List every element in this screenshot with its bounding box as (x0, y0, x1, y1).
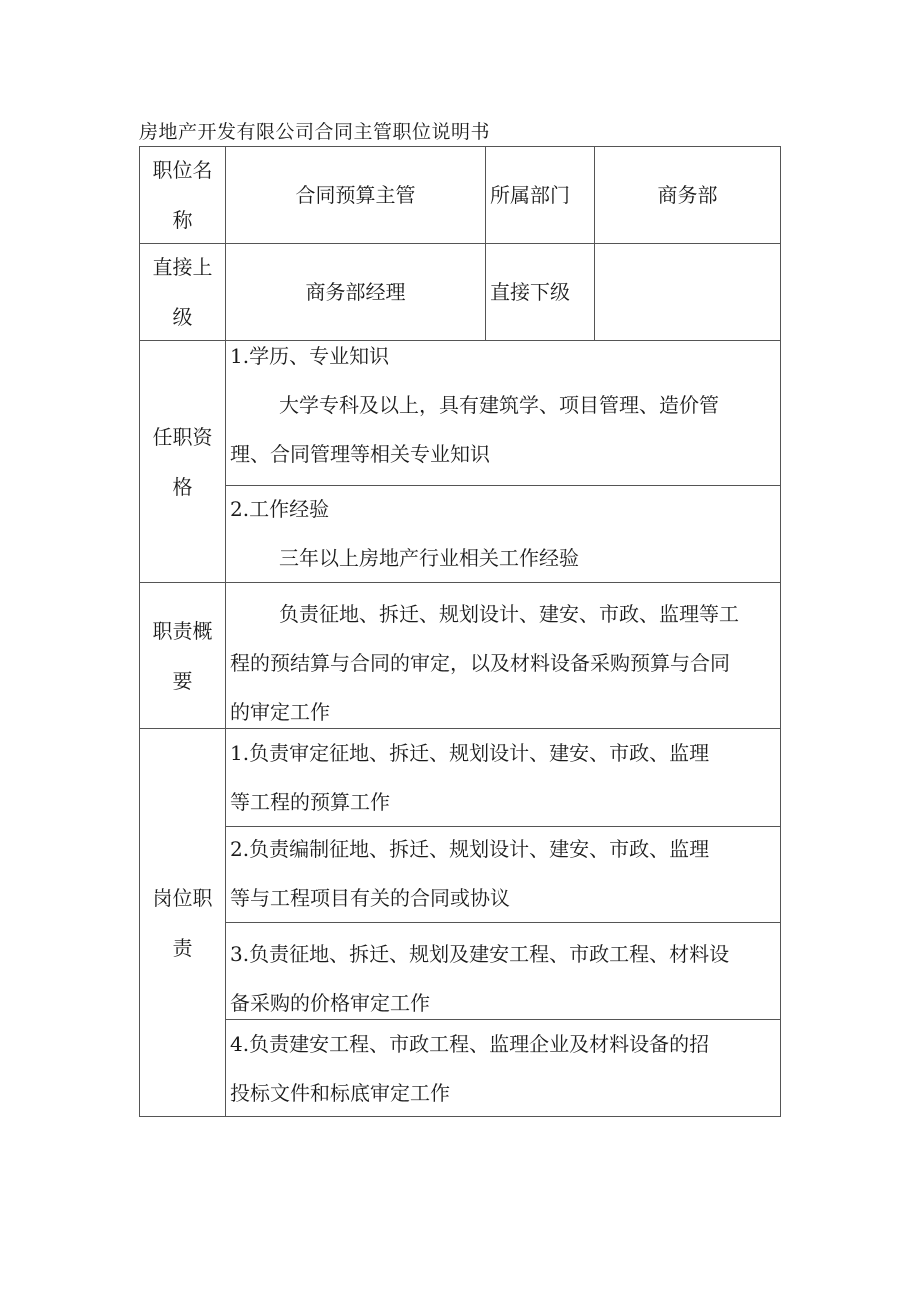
label-line: 直接上 (152, 255, 213, 279)
summary-label (140, 583, 225, 728)
duties-label (140, 729, 225, 1116)
duty-line: 备采购的价格审定工作 (230, 991, 430, 1015)
duty-item (226, 930, 780, 1019)
experience-block (226, 485, 780, 582)
duty-line: 等与工程项目有关的合同或协议 (230, 886, 510, 910)
education-line: 大学专科及以上，具有建筑学、项目管理、造价管 (279, 393, 719, 417)
duty-line: 投标文件和标底审定工作 (230, 1081, 450, 1105)
duty-item (226, 729, 780, 826)
label-line: 级 (172, 305, 193, 329)
grid-line (780, 146, 781, 1117)
duty-line: 4.负责建安工程、市政工程、监理企业及材料设备的招 (230, 1032, 710, 1056)
label-line: 职责概 (152, 618, 213, 643)
document-title: 房地产开发有限公司合同主管职位说明书 (139, 121, 491, 143)
position-name-label (140, 147, 225, 243)
direct-subordinate-value (595, 244, 780, 340)
experience-heading: 2.工作经验 (230, 497, 330, 521)
duty-item (226, 1020, 780, 1116)
summary-line: 程的预结算与合同的审定，以及材料设备采购预算与合同 (230, 651, 730, 675)
label-line: 任职资 (152, 424, 213, 449)
label-line: 责 (172, 935, 193, 960)
direct-subordinate-label: 直接下级 (490, 280, 570, 304)
direct-superior-value: 商务部经理 (305, 280, 406, 304)
duty-line: 2.负责编制征地、拆迁、规划设计、建安、市政、监理 (230, 837, 710, 861)
label-line: 职位名 (152, 158, 213, 182)
label-line: 岗位职 (152, 885, 213, 910)
department-value: 商务部 (657, 183, 718, 207)
position-name-value: 合同预算主管 (295, 183, 416, 207)
summary-line: 负责征地、拆迁、规划设计、建安、市政、监理等工 (279, 602, 739, 626)
duty-item (226, 825, 780, 922)
label-line: 要 (172, 668, 193, 693)
experience-line: 三年以上房地产行业相关工作经验 (279, 546, 579, 570)
duty-line: 1.负责审定征地、拆迁、规划设计、建安、市政、监理 (230, 741, 710, 765)
education-line: 理、合同管理等相关专业知识 (230, 442, 490, 466)
summary-line: 的审定工作 (230, 700, 330, 724)
summary-block (226, 590, 780, 728)
duty-line: 等工程的预算工作 (230, 790, 390, 814)
department-label: 所属部门 (490, 183, 570, 207)
education-heading: 1.学历、专业知识 (230, 344, 390, 368)
direct-superior-label (140, 244, 225, 340)
qualifications-label (140, 341, 225, 582)
label-line: 称 (172, 208, 193, 232)
duty-line: 3.负责征地、拆迁、规划及建安工程、市政工程、材料设 (230, 942, 730, 966)
education-block (226, 332, 780, 485)
label-line: 格 (172, 474, 193, 499)
